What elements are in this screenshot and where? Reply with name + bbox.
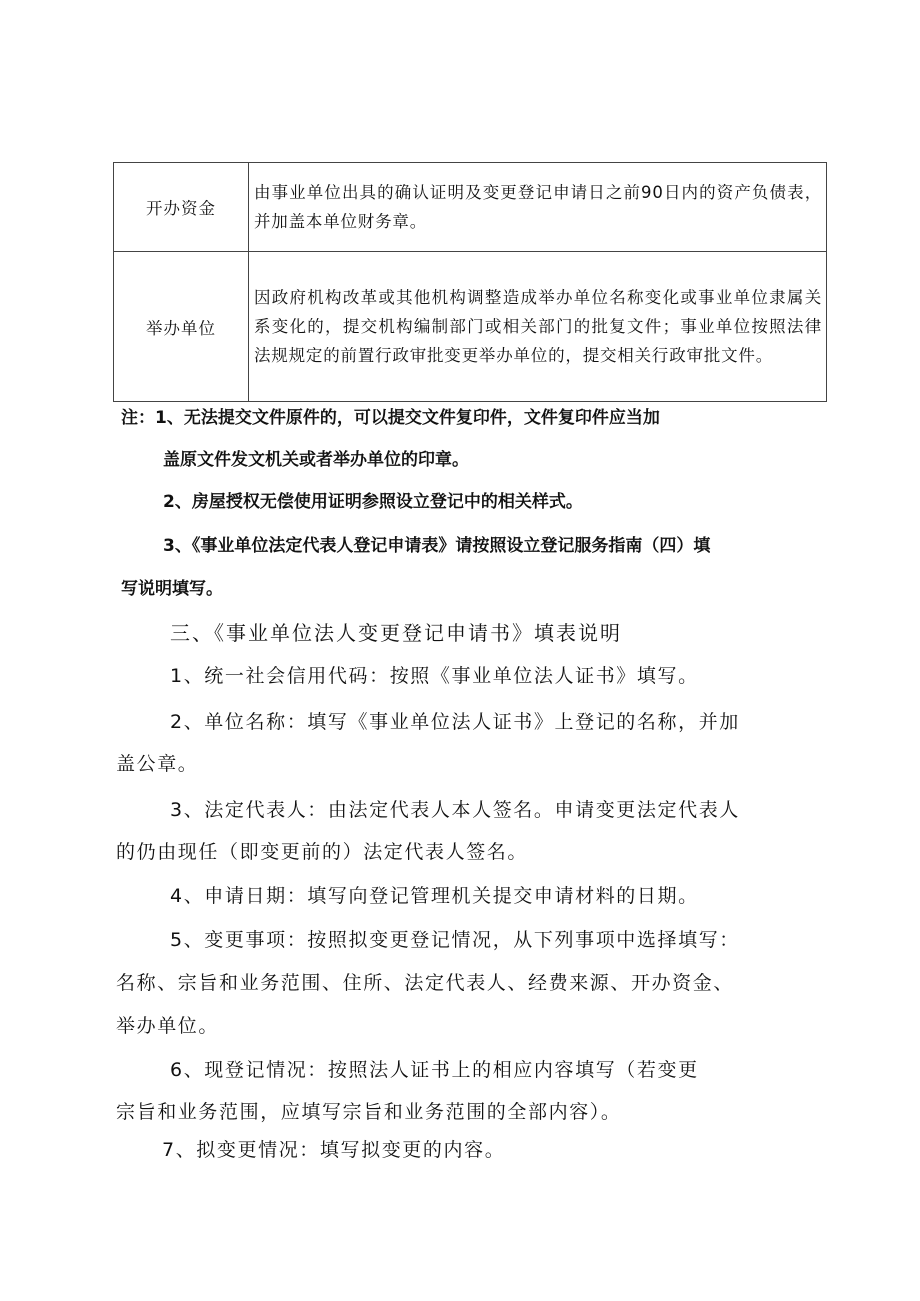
note-1-line-2: 盖原文件发文机关或者举办单位的印章。 [163,450,469,470]
item-5-line-3: 举办单位。 [116,1015,220,1037]
table-row [114,252,827,402]
item-2-line-1: 2、单位名称：填写《事业单位法人证书》上登记的名称，并加 [170,711,740,733]
item-6-line-2: 宗旨和业务范围，应填写宗旨和业务范围的全部内容）。 [116,1101,622,1123]
requirements-table [113,162,827,402]
note-2: 2、房屋授权无偿使用证明参照设立登记中的相关样式。 [163,492,583,512]
item-6-line-1: 6、现登记情况：按照法人证书上的相应内容填写（若变更 [170,1059,699,1081]
item-2-line-2: 盖公章。 [116,753,199,775]
item-7: 7、拟变更情况：填写拟变更的内容。 [162,1139,506,1161]
row-label-funding: 开办资金 [114,163,249,252]
row-content-sponsor: 因政府机构改革或其他机构调整造成举办单位名称变化或事业单位隶属关系变化的，提交机构编制部门或相关部门的批复文件；事业单位按照法律法规规定的前置行政审批变更举办单位的，提交相关行政审批文件。 [249,252,827,402]
item-4: 4、申请日期：填写向登记管理机关提交申请材料的日期。 [170,885,699,907]
note-1-line-1: 注：1、无法提交文件原件的，可以提交文件复印件，文件复印件应当加 [121,408,660,428]
note-3-line-1: 3、《事业单位法定代表人登记申请表》请按照设立登记服务指南（四）填 [163,536,711,556]
note-3-line-2: 写说明填写。 [121,579,223,599]
item-3-line-1: 3、法定代表人：由法定代表人本人签名。申请变更法定代表人 [170,799,740,821]
row-content-funding: 由事业单位出具的确认证明及变更登记申请日之前90日内的资产负债表，并加盖本单位财务章。 [249,163,827,252]
row-label-sponsor: 举办单位 [114,252,249,402]
item-1: 1、统一社会信用代码：按照《事业单位法人证书》填写。 [170,665,699,687]
table-row [114,163,827,252]
section-heading: 三、《事业单位法人变更登记申请书》填表说明 [170,621,622,645]
item-5-line-2: 名称、宗旨和业务范围、住所、法定代表人、经费来源、开办资金、 [116,972,735,994]
item-3-line-2: 的仍由现任（即变更前的）法定代表人签名。 [116,841,529,863]
item-5-line-1: 5、变更事项：按照拟变更登记情况，从下列事项中选择填写： [170,929,740,951]
